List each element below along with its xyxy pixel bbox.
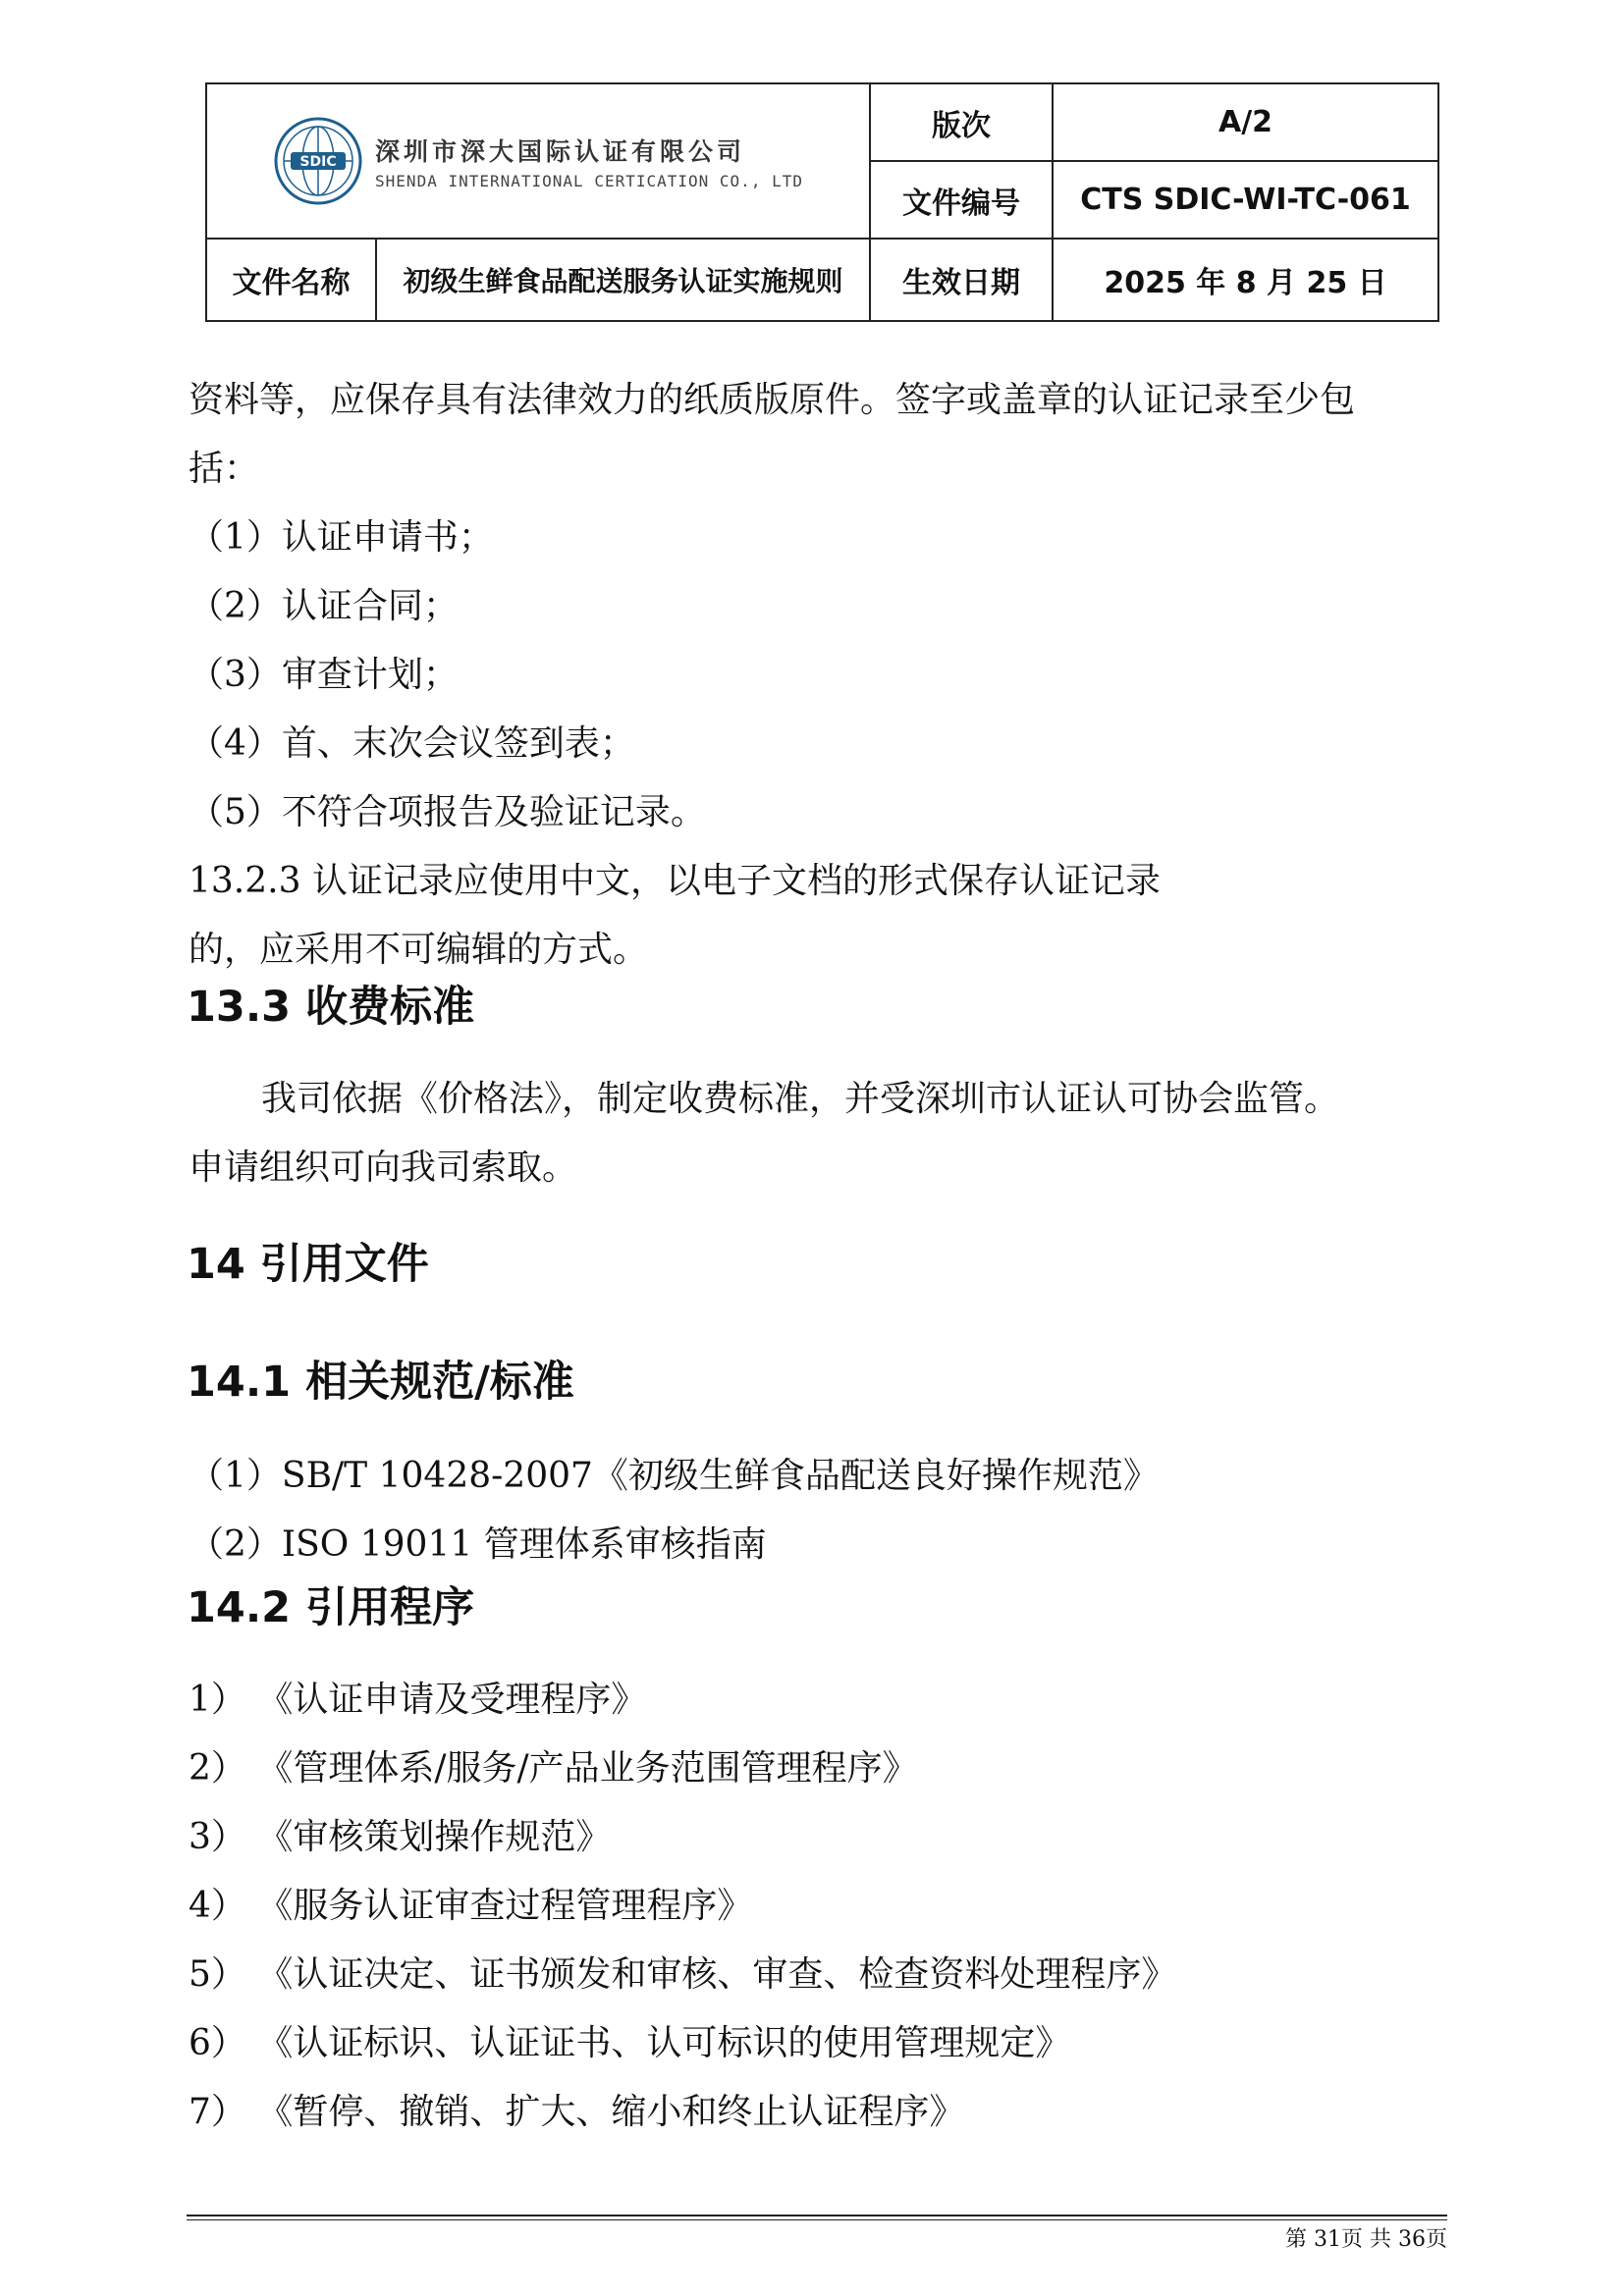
section-heading-14-2: 14.2 引用程序 — [187, 1583, 475, 1632]
record-item: （1）认证申请书； — [189, 517, 494, 558]
procedure-item: 4） 《服务认证审查过程管理程序》 — [189, 1886, 753, 1926]
doc-name-label: 文件名称 — [206, 239, 376, 321]
version-label: 版次 — [870, 83, 1053, 161]
procedure-item: 3） 《审核策划操作规范》 — [189, 1817, 612, 1857]
standard-item: （1）SB/T 10428-2007《初级生鲜食品配送良好操作规范》 — [189, 1456, 1159, 1496]
version-value: A/2 — [1053, 83, 1438, 161]
procedure-item: 1） 《认证申请及受理程序》 — [189, 1680, 647, 1720]
record-item: （5）不符合项报告及验证记录。 — [189, 792, 706, 832]
company-name-cn: 深圳市深大国际认证有限公司 — [375, 136, 746, 166]
company-name-en: SHENDA INTERNATIONAL CERTICATION CO., LTD — [375, 171, 803, 190]
paragraph-line: 的，应采用不可编辑的方式。 — [189, 930, 649, 970]
record-item: （3）审查计划； — [189, 655, 459, 695]
procedure-item: 5） 《认证决定、证书颁发和审核、审查、检查资料处理程序》 — [189, 1954, 1177, 1995]
paragraph-line: 申请组织可向我司索取。 — [189, 1148, 578, 1188]
paragraph-line: 13.2.3 认证记录应使用中文，以电子文档的形式保存认证记录 — [189, 861, 1161, 901]
footer-divider — [187, 2215, 1447, 2216]
company-logo-cell — [206, 83, 870, 239]
footer-divider-thin — [187, 2219, 1447, 2220]
standard-item: （2）ISO 19011 管理体系审核指南 — [189, 1524, 767, 1565]
page-number: 第 31页 共 36页 — [1285, 2227, 1447, 2252]
doc-name-value: 初级生鲜食品配送服务认证实施规则 — [376, 239, 870, 321]
doc-no-value: CTS SDIC-WI-TC-061 — [1053, 161, 1438, 239]
procedure-item: 7） 《暂停、撤销、扩大、缩小和终止认证程序》 — [189, 2092, 965, 2132]
procedure-item: 6） 《认证标识、认证证书、认可标识的使用管理规定》 — [189, 2023, 1071, 2063]
record-item: （4）首、末次会议签到表； — [189, 723, 635, 764]
company-logo-icon — [273, 116, 363, 206]
doc-no-label: 文件编号 — [870, 161, 1053, 239]
procedure-item: 2） 《管理体系/服务/产品业务范围管理程序》 — [189, 1748, 918, 1789]
effective-date-label: 生效日期 — [870, 239, 1053, 321]
paragraph-line: 资料等，应保存具有法律效力的纸质版原件。签字或盖章的认证记录至少包 — [189, 380, 1356, 420]
effective-date-value: 2025 年 8 月 25 日 — [1053, 239, 1438, 321]
section-heading-13-3: 13.3 收费标准 — [187, 983, 475, 1032]
logo-text: SDIC — [299, 154, 337, 170]
section-heading-14-1: 14.1 相关规范/标准 — [187, 1358, 574, 1407]
paragraph-line: 括： — [189, 449, 260, 489]
record-item: （2）认证合同； — [189, 586, 459, 626]
header-table — [205, 82, 1439, 322]
section-heading-14: 14 引用文件 — [187, 1240, 429, 1289]
paragraph-line: 我司依据《价格法》，制定收费标准，并受深圳市认证认可协会监管。 — [261, 1079, 1340, 1119]
